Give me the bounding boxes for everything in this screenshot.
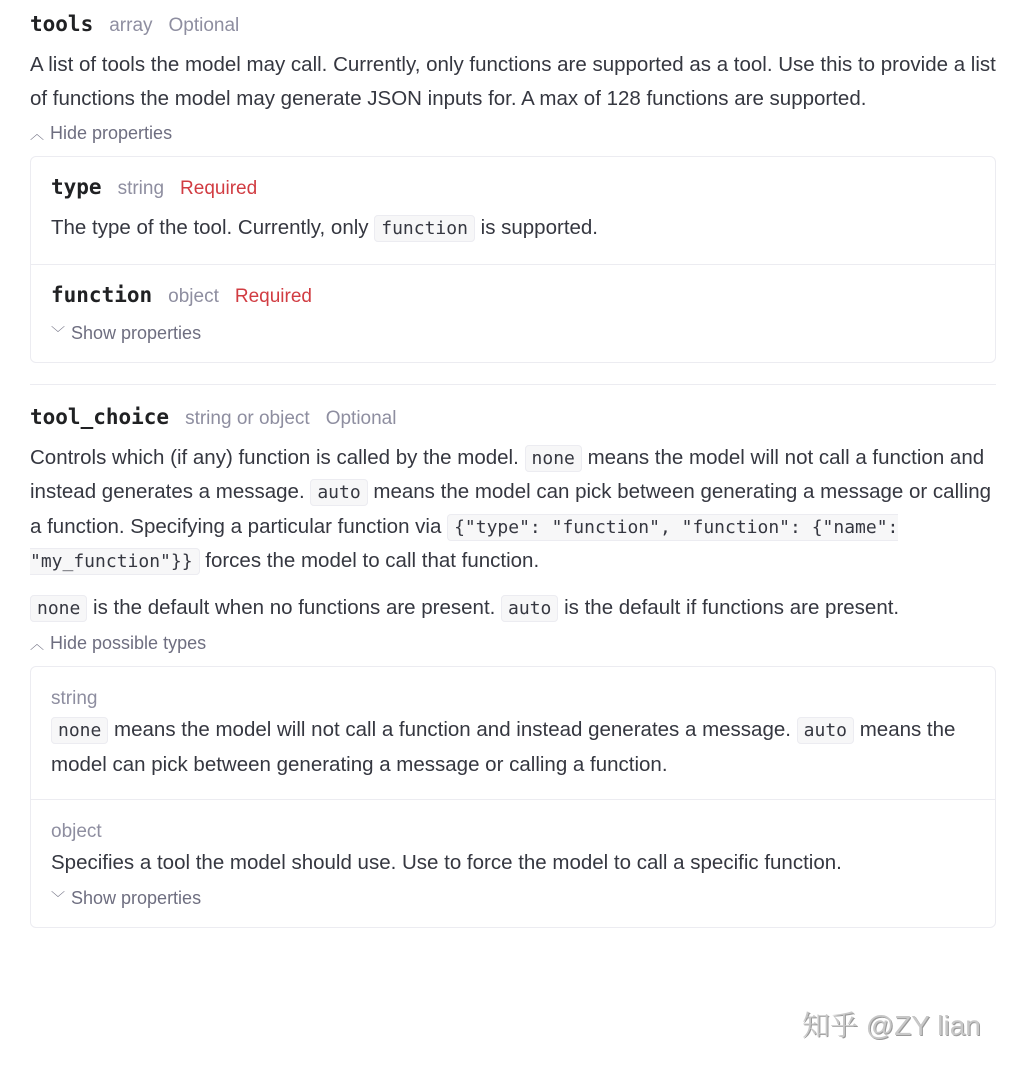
api-params	[30, 12, 996, 928]
type-object	[31, 799, 995, 927]
properties-box	[30, 156, 996, 363]
property-type	[31, 157, 995, 264]
inline-code: auto	[501, 595, 558, 622]
possible-types-box	[30, 666, 996, 928]
toggle-label: Hide possible types	[50, 633, 207, 653]
param-type: string	[117, 178, 165, 199]
inline-code: auto	[797, 717, 854, 744]
param-tools	[30, 12, 996, 363]
param-name: type	[51, 175, 102, 199]
property-function	[31, 264, 995, 362]
chevron-down-icon: ﹀	[51, 325, 65, 341]
param-type: array	[109, 15, 153, 36]
param-tool-choice	[30, 405, 996, 928]
inline-code: none	[51, 717, 108, 744]
toggle-label: Show properties	[71, 887, 202, 908]
param-type: object	[168, 285, 219, 307]
show-properties-toggle[interactable]	[51, 323, 975, 344]
required-badge: Required	[180, 178, 258, 199]
param-name: tool_choice	[30, 404, 170, 429]
divider	[30, 384, 996, 385]
param-description: Controls which (if any) function is called by the model. none means the model will not call a function and instead generates a message. auto means the model can pick between generating a message or calling a function. Specifying a particular function via {"type": "function", "function": {"name": "my_function"}} forces the model to call that function.	[30, 441, 996, 579]
hide-properties-toggle[interactable]	[30, 123, 996, 144]
param-type: string or object	[185, 407, 310, 429]
inline-code: function	[374, 215, 475, 242]
param-name: tools	[30, 12, 94, 36]
type-description: none means the model will not call a function and instead generates a message. auto means the model can pick between generating a message or calling a function.	[51, 718, 956, 776]
inline-code: auto	[310, 479, 367, 506]
param-description: A list of tools the model may call. Currently, only functions are supported as a tool. Use this to provide a list of functions the model may generate JSON inputs for. A max of 128 functions are supported.	[30, 53, 996, 110]
param-description: The type of the tool. Currently, only function is supported.	[51, 211, 975, 246]
type-description: Specifies a tool the model should use. Use to force the model to call a specific function.	[51, 851, 842, 874]
chevron-up-icon: ︿	[30, 635, 44, 652]
toggle-label: Show properties	[71, 322, 202, 343]
param-name: function	[51, 282, 153, 307]
watermark: 知乎 @ZY lian	[802, 1010, 981, 1041]
toggle-label: Hide properties	[50, 123, 173, 143]
optional-badge: Optional	[168, 15, 240, 36]
inline-code: none	[525, 445, 582, 472]
type-label: string	[51, 688, 98, 709]
type-string	[31, 667, 995, 799]
required-badge: Required	[234, 285, 312, 307]
inline-code: none	[30, 595, 87, 622]
chevron-up-icon: ︿	[30, 125, 44, 142]
chevron-down-icon: ﹀	[51, 890, 65, 906]
optional-badge: Optional	[325, 407, 397, 429]
type-label: object	[51, 821, 102, 842]
hide-possible-types-toggle[interactable]	[30, 633, 996, 654]
inline-code: {"type": "function", "function": {"name": "my_function"}}	[30, 514, 898, 576]
param-default-note: none is the default when no functions are present. auto is the default if functions are present.	[30, 591, 996, 626]
show-properties-toggle[interactable]	[51, 888, 975, 909]
